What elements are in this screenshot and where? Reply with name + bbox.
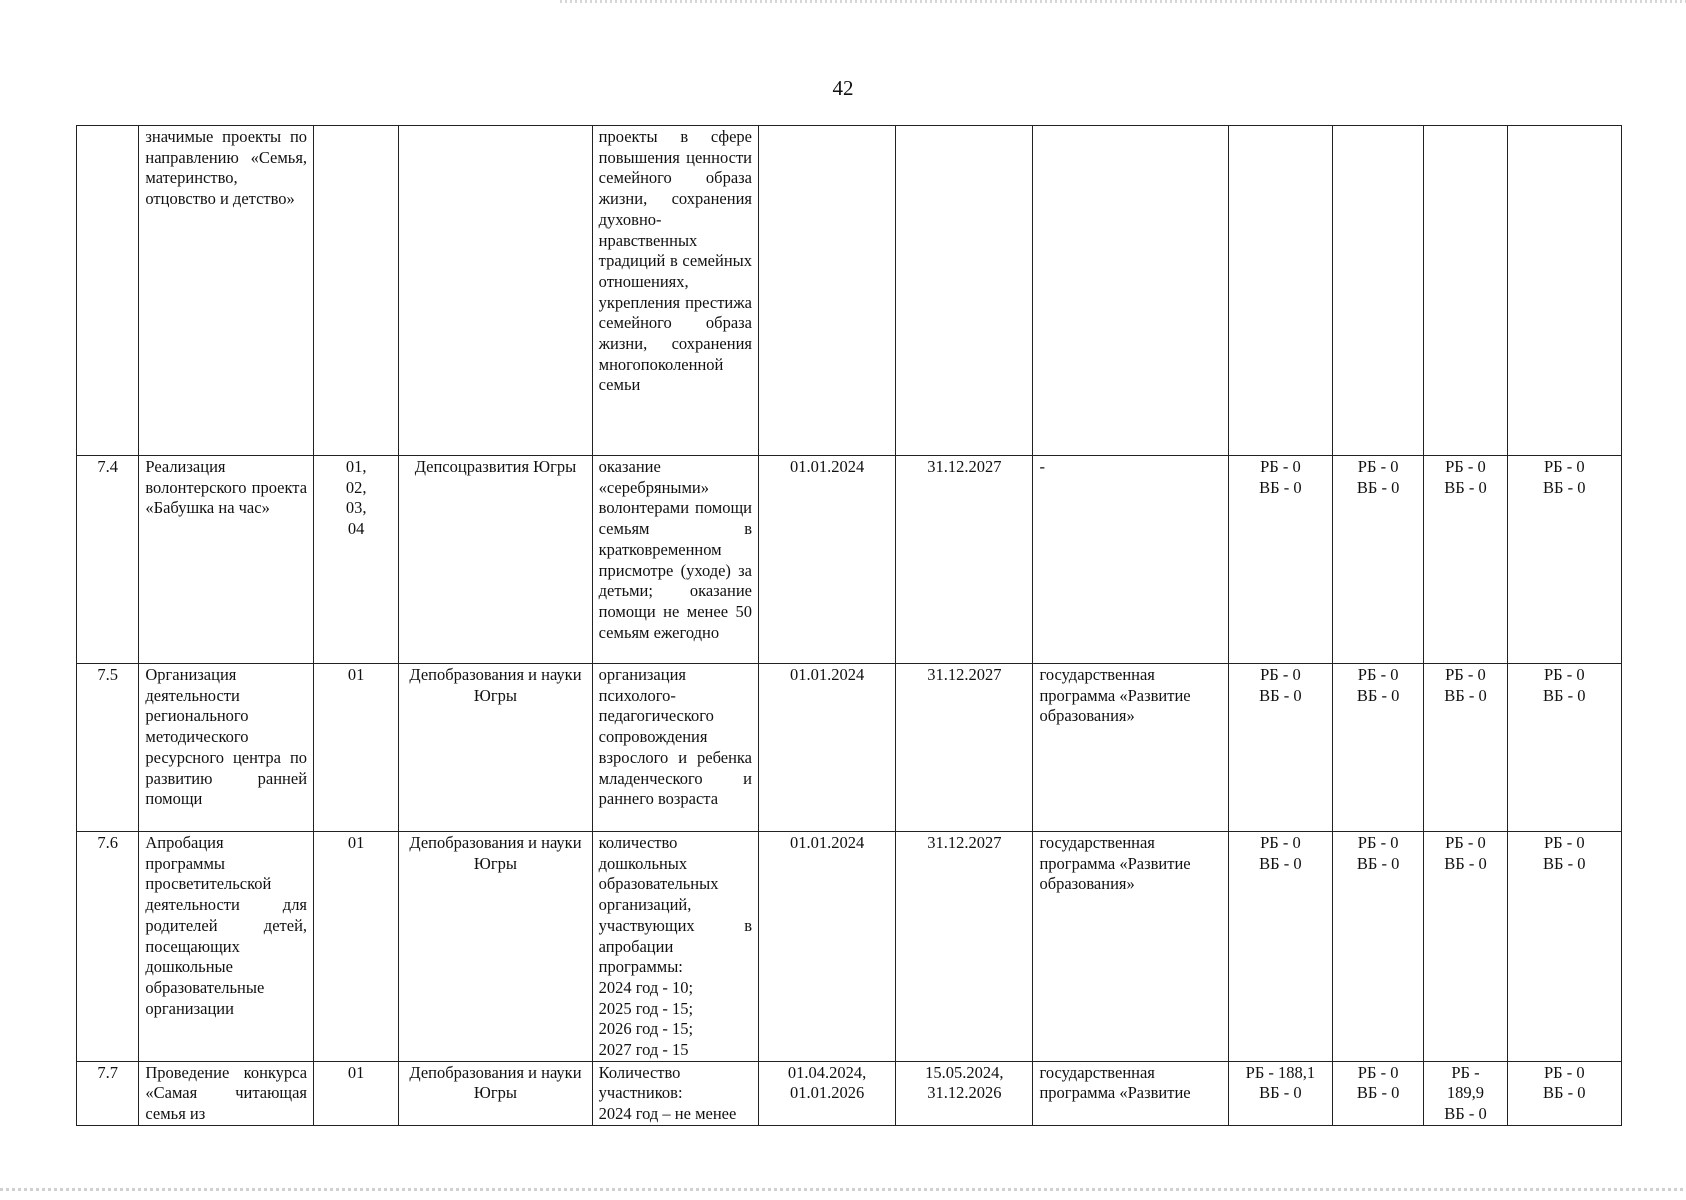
expected-result: количество дошкольных образовательных организаций, участвующих в апробации программы: 2024 год - 10; 2025 год - 15; 2026 год - 15; 2027 год - 15 bbox=[592, 832, 758, 1062]
event-name: Организация деятельности регионального методического ресурсного центра по развитию ранней помощи bbox=[139, 664, 314, 832]
event-name: Проведение конкурса «Самая читающая семья из bbox=[139, 1061, 314, 1125]
row-number: 7.4 bbox=[77, 456, 139, 664]
event-name: значимые проекты по направлению «Семья, материнство, отцовство и детство» bbox=[139, 126, 314, 456]
funding-col-4: РБ - 0 ВБ - 0 bbox=[1507, 832, 1621, 1062]
state-program bbox=[1033, 126, 1228, 456]
table-row bbox=[77, 1061, 1622, 1125]
task-codes: 01 bbox=[314, 1061, 399, 1125]
funding-col-4 bbox=[1507, 126, 1621, 456]
funding-col-3: РБ - 0 ВБ - 0 bbox=[1424, 456, 1507, 664]
funding-col-1: РБ - 0 ВБ - 0 bbox=[1228, 832, 1332, 1062]
executor: Депобразования и науки Югры bbox=[399, 664, 592, 832]
end-date: 31.12.2027 bbox=[896, 456, 1033, 664]
funding-col-2 bbox=[1332, 126, 1423, 456]
task-codes bbox=[314, 126, 399, 456]
funding-col-3: РБ - 0 ВБ - 0 bbox=[1424, 664, 1507, 832]
funding-col-1: РБ - 0 ВБ - 0 bbox=[1228, 664, 1332, 832]
table-row bbox=[77, 832, 1622, 1062]
funding-col-3: РБ - 0 ВБ - 0 bbox=[1424, 832, 1507, 1062]
row-number: 7.6 bbox=[77, 832, 139, 1062]
expected-result: проекты в сфере повышения ценности семейного образа жизни, сохранения духовно-нравственных традиций в семейных отношениях, укрепления престижа семейного образа жизни, сохранения многопоколенной семьи bbox=[592, 126, 758, 456]
state-program: государственная программа «Развитие образования» bbox=[1033, 832, 1228, 1062]
start-date: 01.01.2024 bbox=[759, 664, 896, 832]
start-date: 01.04.2024, 01.01.2026 bbox=[759, 1061, 896, 1125]
start-date bbox=[759, 126, 896, 456]
funding-col-4: РБ - 0 ВБ - 0 bbox=[1507, 1061, 1621, 1125]
funding-col-2: РБ - 0 ВБ - 0 bbox=[1332, 456, 1423, 664]
funding-col-2: РБ - 0 ВБ - 0 bbox=[1332, 1061, 1423, 1125]
task-codes: 01 bbox=[314, 832, 399, 1062]
funding-col-4: РБ - 0 ВБ - 0 bbox=[1507, 456, 1621, 664]
funding-col-2: РБ - 0 ВБ - 0 bbox=[1332, 832, 1423, 1062]
executor bbox=[399, 126, 592, 456]
row-number: 7.7 bbox=[77, 1061, 139, 1125]
events-table bbox=[76, 125, 1622, 1126]
end-date: 31.12.2027 bbox=[896, 664, 1033, 832]
state-program: государственная программа «Развитие bbox=[1033, 1061, 1228, 1125]
event-name: Апробация программы просветительской деятельности для родителей детей, посещающих дошкольные образовательные организации bbox=[139, 832, 314, 1062]
executor: Депсоцразвития Югры bbox=[399, 456, 592, 664]
table-row bbox=[77, 456, 1622, 664]
scan-artifact-top bbox=[560, 0, 1686, 3]
page-number: 42 bbox=[832, 76, 854, 100]
task-codes: 01, 02, 03, 04 bbox=[314, 456, 399, 664]
end-date bbox=[896, 126, 1033, 456]
executor: Депобразования и науки Югры bbox=[399, 1061, 592, 1125]
scan-artifact-bottom bbox=[0, 1188, 1686, 1191]
end-date: 31.12.2027 bbox=[896, 832, 1033, 1062]
expected-result: оказание «серебряными» волонтерами помощи семьям в кратковременном присмотре (уходе) за детьми; оказание помощи не менее 50 семьям ежегодно bbox=[592, 456, 758, 664]
end-date: 15.05.2024, 31.12.2026 bbox=[896, 1061, 1033, 1125]
table-row bbox=[77, 664, 1622, 832]
funding-col-3 bbox=[1424, 126, 1507, 456]
expected-result: организация психолого-педагогического сопровождения взрослого и ребенка младенческого и раннего возраста bbox=[592, 664, 758, 832]
row-number bbox=[77, 126, 139, 456]
start-date: 01.01.2024 bbox=[759, 832, 896, 1062]
funding-col-1: РБ - 0 ВБ - 0 bbox=[1228, 456, 1332, 664]
funding-col-1 bbox=[1228, 126, 1332, 456]
funding-col-1: РБ - 188,1 ВБ - 0 bbox=[1228, 1061, 1332, 1125]
table-row bbox=[77, 126, 1622, 456]
state-program: - bbox=[1033, 456, 1228, 664]
funding-col-4: РБ - 0 ВБ - 0 bbox=[1507, 664, 1621, 832]
event-name: Реализация волонтерского проекта «Бабушка на час» bbox=[139, 456, 314, 664]
funding-col-3: РБ - 189,9 ВБ - 0 bbox=[1424, 1061, 1507, 1125]
expected-result: Количество участников: 2024 год – не менее bbox=[592, 1061, 758, 1125]
funding-col-2: РБ - 0 ВБ - 0 bbox=[1332, 664, 1423, 832]
task-codes: 01 bbox=[314, 664, 399, 832]
start-date: 01.01.2024 bbox=[759, 456, 896, 664]
state-program: государственная программа «Развитие образования» bbox=[1033, 664, 1228, 832]
executor: Депобразования и науки Югры bbox=[399, 832, 592, 1062]
row-number: 7.5 bbox=[77, 664, 139, 832]
